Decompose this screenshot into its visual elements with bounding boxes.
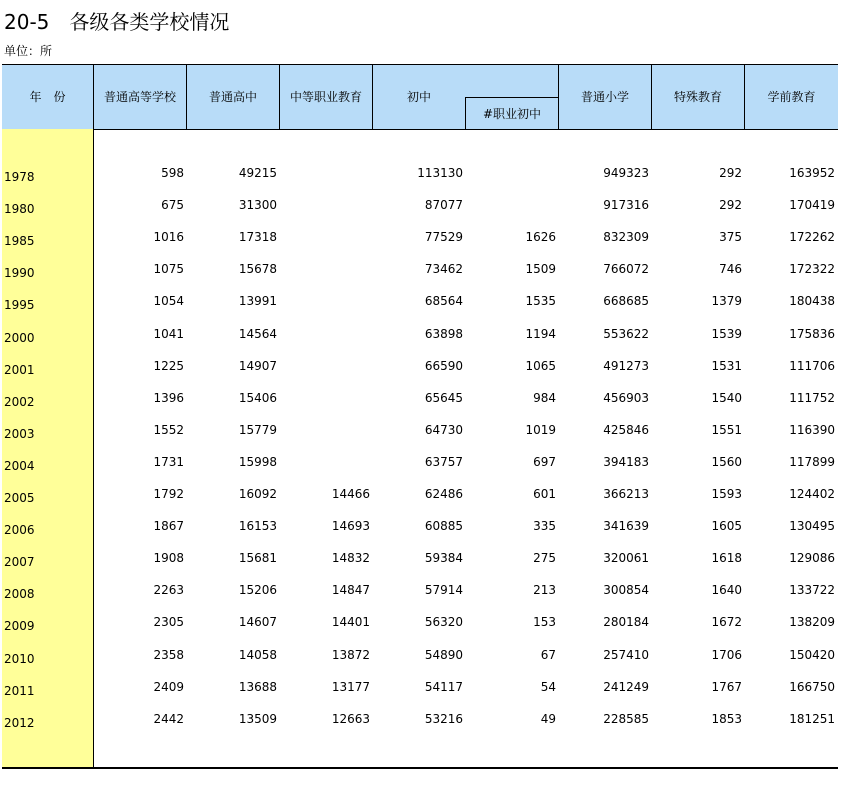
table-row (2, 487, 838, 507)
page-title: 20-5 各级各类学校情况 (4, 10, 230, 34)
cell-preschool: 172322 (789, 262, 835, 276)
cell-vocational: 13872 (331, 648, 370, 662)
cell-higher: 1041 (153, 327, 184, 341)
cell-special: 292 (719, 166, 742, 180)
cell-special: 1672 (711, 615, 742, 629)
cell-higher: 1016 (153, 230, 184, 244)
cell-senior-high: 16153 (238, 519, 277, 533)
table-row (2, 455, 838, 475)
cell-special: 1618 (711, 551, 742, 565)
unit-label: 单位：所 (4, 44, 53, 58)
cell-vocational: 14401 (331, 615, 370, 629)
year-cell: 1978 (4, 170, 35, 184)
cell-junior-high: 53216 (424, 712, 463, 726)
cell-vocational-junior: 49 (540, 712, 556, 726)
table-row (2, 391, 838, 411)
cell-junior-high: 62486 (424, 487, 463, 501)
cell-vocational-junior: 213 (533, 583, 556, 597)
cell-primary: 766072 (603, 262, 649, 276)
cell-vocational: 12663 (331, 712, 370, 726)
cell-special: 1706 (711, 648, 742, 662)
cell-higher: 1054 (153, 294, 184, 308)
year-cell: 2003 (4, 427, 35, 441)
cell-senior-high: 15678 (238, 262, 277, 276)
cell-senior-high: 14564 (238, 327, 277, 341)
cell-junior-high: 68564 (424, 294, 463, 308)
table-row (2, 551, 838, 571)
cell-special: 1540 (711, 391, 742, 405)
cell-vocational-junior: 67 (540, 648, 556, 662)
cell-vocational-junior: 1535 (525, 294, 556, 308)
header-vocational: 中等职业教育 (289, 90, 362, 104)
cell-primary: 320061 (603, 551, 649, 565)
cell-vocational-junior: 1065 (525, 359, 556, 373)
cell-senior-high: 13509 (238, 712, 277, 726)
header-year: 年 份 (29, 90, 66, 104)
cell-preschool: 175836 (789, 327, 835, 341)
cell-higher: 2358 (153, 648, 184, 662)
cell-vocational: 13177 (331, 680, 370, 694)
cell-senior-high: 14607 (238, 615, 277, 629)
cell-junior-high: 56320 (424, 615, 463, 629)
cell-junior-high: 65645 (424, 391, 463, 405)
cell-senior-high: 13991 (238, 294, 277, 308)
cell-senior-high: 15998 (238, 455, 277, 469)
table-row (2, 423, 838, 443)
year-cell: 1995 (4, 298, 35, 312)
cell-senior-high: 15681 (238, 551, 277, 565)
cell-special: 1379 (711, 294, 742, 308)
table-row (2, 680, 838, 700)
cell-special: 375 (719, 230, 742, 244)
cell-preschool: 129086 (789, 551, 835, 565)
cell-special: 1593 (711, 487, 742, 501)
cell-higher: 675 (161, 198, 184, 212)
cell-preschool: 170419 (789, 198, 835, 212)
cell-primary: 280184 (603, 615, 649, 629)
cell-special: 1551 (711, 423, 742, 437)
cell-preschool: 150420 (789, 648, 835, 662)
cell-junior-high: 73462 (424, 262, 463, 276)
cell-higher: 1075 (153, 262, 184, 276)
cell-primary: 491273 (603, 359, 649, 373)
cell-primary: 241249 (603, 680, 649, 694)
cell-preschool: 138209 (789, 615, 835, 629)
table-row (2, 583, 838, 603)
cell-special: 1531 (711, 359, 742, 373)
table-row (2, 230, 838, 250)
header-primary: 普通小学 (580, 90, 629, 104)
cell-senior-high: 17318 (238, 230, 277, 244)
year-cell: 2008 (4, 587, 35, 601)
cell-higher: 2442 (153, 712, 184, 726)
cell-vocational-junior: 54 (540, 680, 556, 694)
cell-preschool: 117899 (789, 455, 835, 469)
cell-junior-high: 63898 (424, 327, 463, 341)
year-cell: 2009 (4, 619, 35, 633)
header-senior-high: 普通高中 (208, 90, 257, 104)
cell-special: 292 (719, 198, 742, 212)
cell-higher: 1731 (153, 455, 184, 469)
cell-preschool: 172262 (789, 230, 835, 244)
table-row (2, 615, 838, 635)
header-special-education: 特殊教育 (673, 90, 722, 104)
cell-senior-high: 49215 (238, 166, 277, 180)
cell-junior-high: 63757 (424, 455, 463, 469)
table-row (2, 712, 838, 732)
cell-preschool: 111706 (789, 359, 835, 373)
year-cell: 2006 (4, 523, 35, 537)
year-cell: 1990 (4, 266, 35, 280)
cell-junior-high: 87077 (424, 198, 463, 212)
year-cell: 2005 (4, 491, 35, 505)
cell-vocational-junior: 1509 (525, 262, 556, 276)
header-higher-education: 普通高等学校 (103, 90, 176, 104)
header-vocational-junior: #职业初中 (465, 97, 558, 129)
year-cell: 1980 (4, 202, 35, 216)
table-row (2, 262, 838, 282)
year-cell: 2011 (4, 684, 35, 698)
table-row (2, 519, 838, 539)
year-cell: 1985 (4, 234, 35, 248)
cell-higher: 2305 (153, 615, 184, 629)
cell-primary: 425846 (603, 423, 649, 437)
cell-vocational-junior: 335 (533, 519, 556, 533)
cell-primary: 949323 (603, 166, 649, 180)
cell-primary: 394183 (603, 455, 649, 469)
cell-higher: 1867 (153, 519, 184, 533)
header-junior-high: 初中 (406, 90, 431, 104)
cell-vocational-junior: 984 (533, 391, 556, 405)
cell-vocational-junior: 697 (533, 455, 556, 469)
cell-vocational: 14466 (331, 487, 370, 501)
cell-vocational-junior: 601 (533, 487, 556, 501)
cell-special: 1539 (711, 327, 742, 341)
cell-higher: 1225 (153, 359, 184, 373)
cell-special: 1605 (711, 519, 742, 533)
cell-primary: 257410 (603, 648, 649, 662)
table-row (2, 166, 838, 186)
cell-senior-high: 15779 (238, 423, 277, 437)
cell-special: 1767 (711, 680, 742, 694)
header-preschool: 学前教育 (767, 90, 816, 104)
table-header (2, 64, 838, 130)
cell-junior-high: 54890 (424, 648, 463, 662)
cell-junior-high: 54117 (424, 680, 463, 694)
table-bottom-border (2, 767, 838, 769)
cell-preschool: 181251 (789, 712, 835, 726)
cell-junior-high: 66590 (424, 359, 463, 373)
cell-primary: 456903 (603, 391, 649, 405)
cell-higher: 1792 (153, 487, 184, 501)
cell-special: 1853 (711, 712, 742, 726)
cell-preschool: 111752 (789, 391, 835, 405)
cell-vocational-junior: 1019 (525, 423, 556, 437)
cell-higher: 1396 (153, 391, 184, 405)
cell-preschool: 180438 (789, 294, 835, 308)
cell-senior-high: 13688 (238, 680, 277, 694)
cell-vocational: 14832 (331, 551, 370, 565)
cell-preschool: 116390 (789, 423, 835, 437)
cell-primary: 366213 (603, 487, 649, 501)
cell-higher: 1552 (153, 423, 184, 437)
year-column-background (2, 129, 94, 767)
year-cell: 2012 (4, 716, 35, 730)
cell-primary: 300854 (603, 583, 649, 597)
year-cell: 2007 (4, 555, 35, 569)
cell-senior-high: 14058 (238, 648, 277, 662)
cell-special: 1640 (711, 583, 742, 597)
cell-senior-high: 15406 (238, 391, 277, 405)
cell-primary: 228585 (603, 712, 649, 726)
table-row (2, 198, 838, 218)
cell-vocational-junior: 1626 (525, 230, 556, 244)
cell-senior-high: 15206 (238, 583, 277, 597)
table-row (2, 359, 838, 379)
cell-higher: 1908 (153, 551, 184, 565)
cell-junior-high: 113130 (417, 166, 463, 180)
cell-primary: 553622 (603, 327, 649, 341)
cell-primary: 668685 (603, 294, 649, 308)
cell-preschool: 166750 (789, 680, 835, 694)
cell-primary: 832309 (603, 230, 649, 244)
cell-special: 746 (719, 262, 742, 276)
table-row (2, 294, 838, 314)
cell-vocational-junior: 1194 (525, 327, 556, 341)
year-cell: 2000 (4, 331, 35, 345)
cell-junior-high: 59384 (424, 551, 463, 565)
cell-senior-high: 16092 (238, 487, 277, 501)
cell-preschool: 163952 (789, 166, 835, 180)
cell-vocational-junior: 153 (533, 615, 556, 629)
cell-senior-high: 14907 (238, 359, 277, 373)
year-cell: 2010 (4, 652, 35, 666)
cell-primary: 341639 (603, 519, 649, 533)
cell-junior-high: 64730 (424, 423, 463, 437)
year-cell: 2002 (4, 395, 35, 409)
cell-higher: 598 (161, 166, 184, 180)
cell-special: 1560 (711, 455, 742, 469)
cell-senior-high: 31300 (238, 198, 277, 212)
cell-preschool: 124402 (789, 487, 835, 501)
cell-primary: 917316 (603, 198, 649, 212)
table-row (2, 648, 838, 668)
year-cell: 2001 (4, 363, 35, 377)
table-row (2, 327, 838, 347)
cell-vocational: 14693 (331, 519, 370, 533)
cell-junior-high: 57914 (424, 583, 463, 597)
year-cell: 2004 (4, 459, 35, 473)
cell-higher: 2263 (153, 583, 184, 597)
cell-preschool: 130495 (789, 519, 835, 533)
cell-higher: 2409 (153, 680, 184, 694)
cell-junior-high: 60885 (424, 519, 463, 533)
cell-vocational-junior: 275 (533, 551, 556, 565)
cell-junior-high: 77529 (424, 230, 463, 244)
cell-vocational: 14847 (331, 583, 370, 597)
cell-preschool: 133722 (789, 583, 835, 597)
